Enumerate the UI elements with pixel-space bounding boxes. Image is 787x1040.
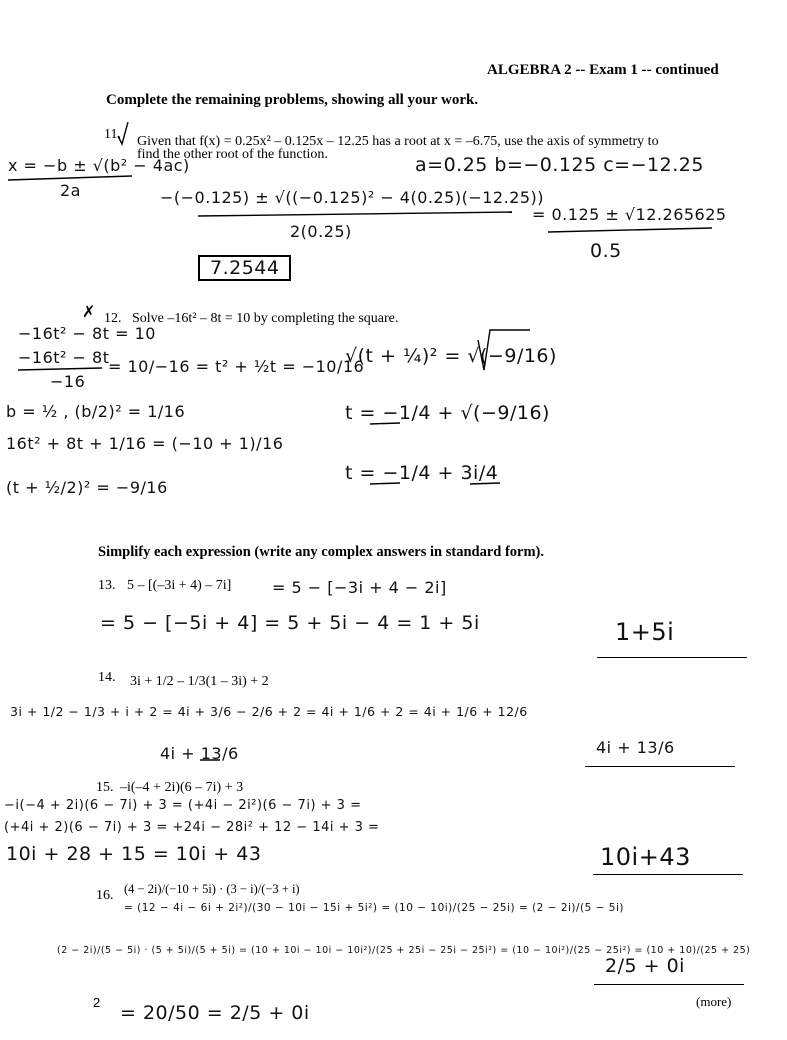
hw-14-line2: 4i + 13/6 (160, 744, 239, 763)
sub-fraction-bar (198, 212, 512, 216)
p12-t-fraction-bar (370, 423, 400, 424)
hw-substitution-denominator: 2(0.25) (290, 222, 352, 241)
hw-13-line2: = 5 − [−5i + 4] = 5 + 5i − 4 = 1 + 5i (100, 612, 480, 634)
p12-t3-bar-1 (370, 483, 400, 484)
hw-16-line2: (2 − 2i)/(5 − 5i) · (5 + 5i)/(5 + 5i) = (10 + 10i − 10i − 10i²)/(25 + 25i − 25i − 25i²) = (10 − 10i²)/(25 − 25i²) = (10 + 10)/(25 + 25) (57, 945, 751, 956)
problem-14-number: 14. (98, 670, 116, 685)
answer-15: 10i+43 (600, 843, 691, 871)
p11-check (118, 122, 128, 144)
hw-simplified: = 0.125 ± √12.265625 (532, 205, 727, 224)
hw-qf-denominator: 2a (60, 181, 81, 200)
problem-12-number: 12. (104, 311, 122, 326)
hw-12-root-step1: √(t + ¼)² = √(−9/16) (345, 345, 557, 367)
hw-12-line2-num: −16t² − 8t (18, 348, 110, 367)
hw-12-line4: 16t² + 8t + 1/16 = (−10 + 1)/16 (6, 434, 284, 453)
problem-13-expr: 5 – [(–3i + 4) – 7i] (127, 578, 232, 593)
simplify-section-heading: Simplify each expression (write any complex answers in standard form). (98, 544, 544, 560)
problem-12-text: Solve –16t² – 8t = 10 by completing the square. (132, 311, 399, 326)
instructions: Complete the remaining problems, showing all your work. (106, 92, 479, 108)
answer-14: 4i + 13/6 (596, 738, 675, 757)
qf-fraction-bar (8, 176, 132, 180)
hw-coefficients: a=0.25 b=−0.125 c=−12.25 (415, 154, 704, 176)
answer-16: 2/5 + 0i (605, 955, 685, 977)
problem-11-number: 11. (104, 127, 121, 142)
hw-12-root-step3: t = −1/4 + 3i/4 (345, 462, 499, 484)
hw-quadratic-formula: x = −b ± √(b² − 4ac) (8, 156, 190, 175)
problem-15-expr: –i(–4 + 2i)(6 – 7i) + 3 (120, 780, 244, 795)
hw-12-line1: −16t² − 8t = 10 (18, 324, 156, 343)
hw-13-line1: = 5 − [−3i + 4 − 2i] (272, 578, 447, 597)
hw-simplified-denominator: 0.5 (590, 240, 622, 262)
hw-14-line1: 3i + 1/2 − 1/3 + i + 2 = 4i + 3/6 − 2/6 + 2 = 4i + 1/6 + 2 = 4i + 1/6 + 12/6 (10, 704, 528, 719)
p12-line2-bar (18, 368, 102, 370)
p12-t3-bar-2 (470, 483, 500, 484)
simplified-fraction-bar (548, 228, 712, 232)
hw-15-line1: −i(−4 + 2i)(6 − 7i) + 3 = (+4i − 2i²)(6 − 7i) + 3 = (4, 798, 362, 813)
exam-title: ALGEBRA 2 -- Exam 1 -- continued (487, 62, 719, 78)
problem-14-expr: 3i + 1/2 – 1/3(1 – 3i) + 2 (130, 674, 269, 689)
hw-16-line1: = (12 − 4i − 6i + 2i²)/(30 − 10i − 15i + 5i²) = (10 − 10i)/(25 − 25i) = (2 − 2i)/(5 − 5i) (124, 902, 625, 914)
more-indicator: (more) (696, 994, 732, 1009)
problem-15-number: 15. (96, 780, 114, 795)
check-mark-icon: ✗ (82, 304, 96, 321)
hw-15-line3: 10i + 28 + 15 = 10i + 43 (6, 843, 262, 865)
hw-substitution: −(−0.125) ± √((−0.125)² − 4(0.25)(−12.25)) (160, 188, 545, 207)
problem-16-expr: (4 − 2i)/(−10 + 5i) · (3 − i)/(−3 + i) (124, 882, 300, 896)
hw-12-line2-rhs: = 10/−16 = t² + ½t = −10/16 (108, 357, 365, 376)
hw-12-root-step2: t = −1/4 + √(−9/16) (345, 402, 550, 424)
hw-12-line3: b = ½ , (b/2)² = 1/16 (6, 402, 186, 421)
page-number: 2 (93, 995, 101, 1010)
hw-12-line2-den: −16 (50, 372, 86, 391)
problem-16-number: 16. (96, 888, 114, 903)
problem-13-number: 13. (98, 578, 116, 593)
hw-boxed-answer: 7.2544 (198, 255, 291, 281)
hw-16-line3: = 20/50 = 2/5 + 0i (120, 1002, 310, 1024)
problem-11-text-2: find the other root of the function. (137, 147, 328, 162)
hw-12-line5: (t + ½/2)² = −9/16 (6, 478, 168, 497)
hw-15-line2: (+4i + 2)(6 − 7i) + 3 = +24i − 28i² + 12 − 14i + 3 = (4, 820, 380, 835)
problem-11-text-1: Given that f(x) = 0.25x² – 0.125x – 12.25 has a root at x = –6.75, use the axis of symmetry to (137, 134, 659, 149)
answer-13: 1+5i (615, 618, 675, 646)
p12-root-radical (478, 330, 530, 370)
